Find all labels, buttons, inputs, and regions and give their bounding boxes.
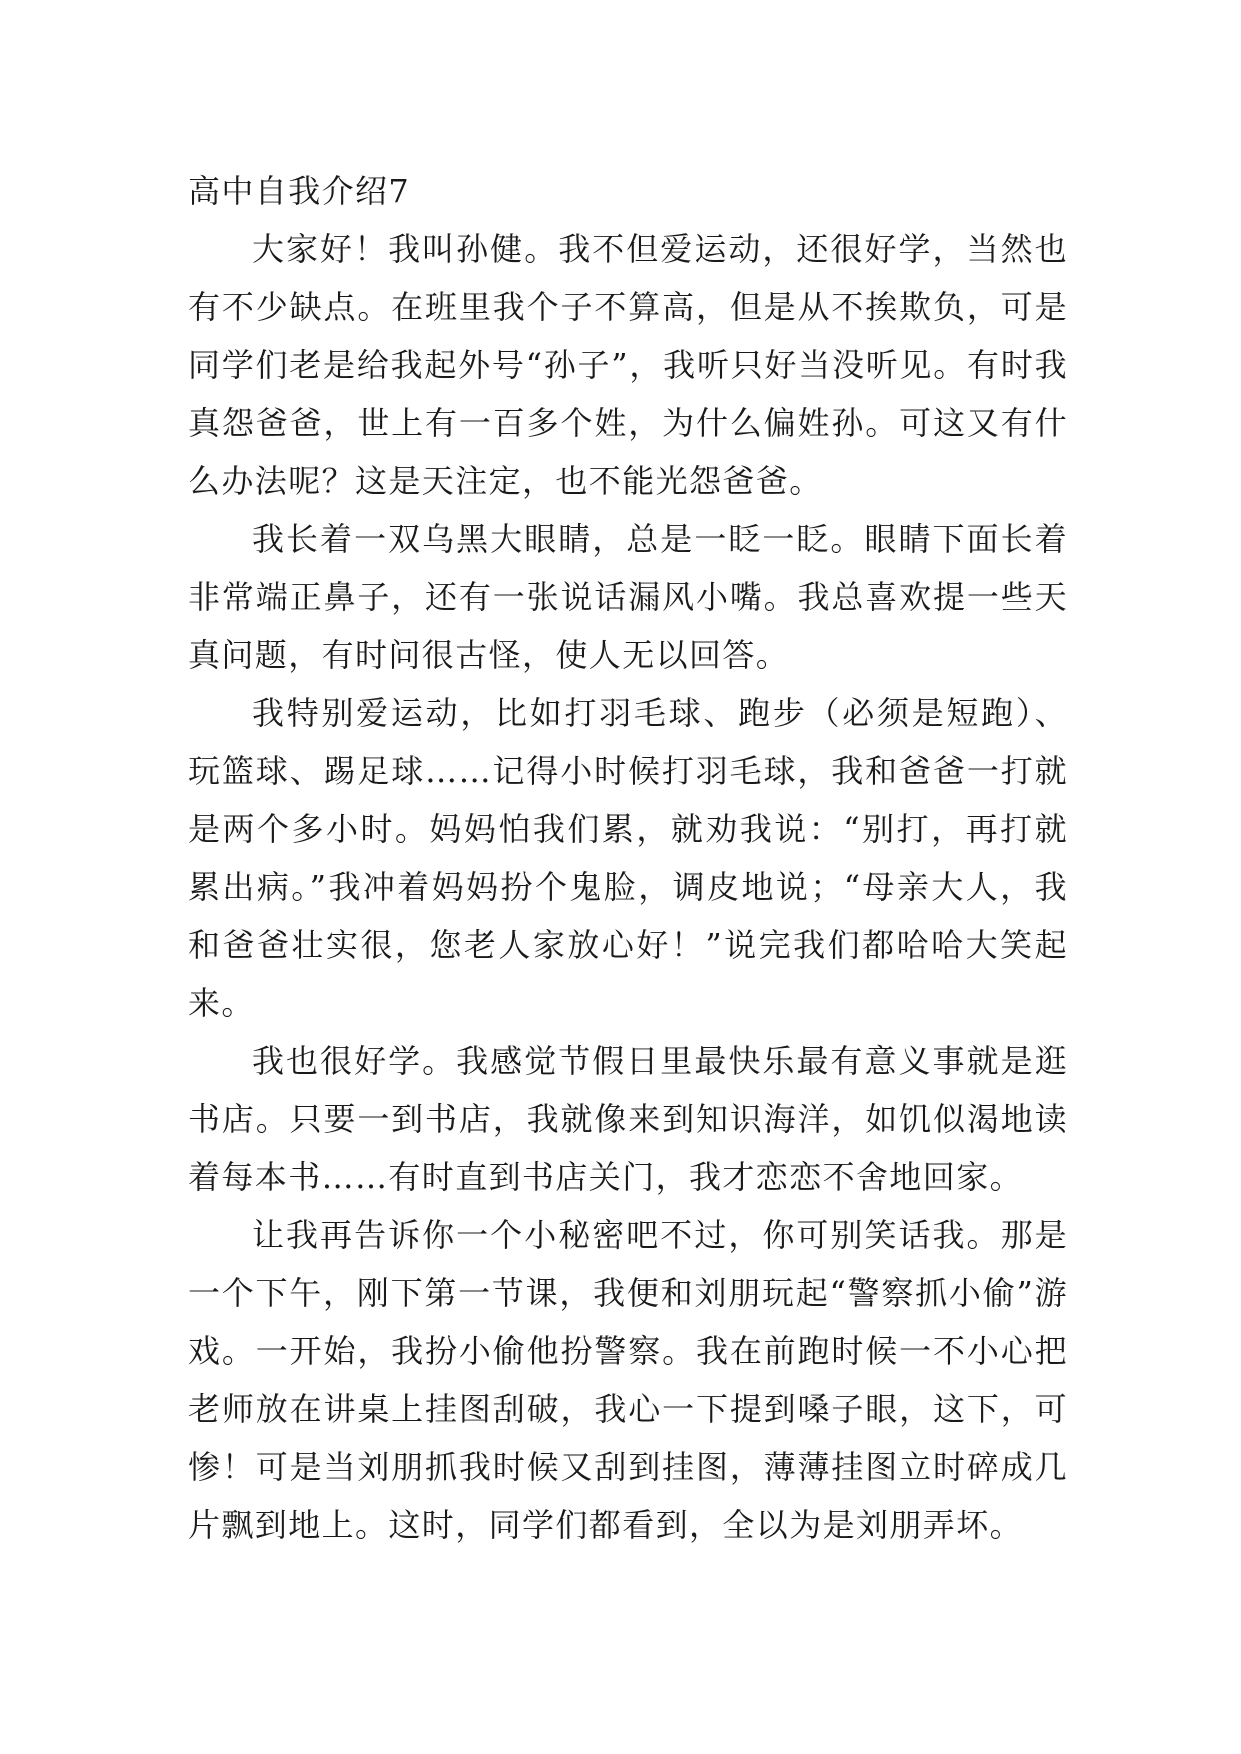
- document-title: 高中自我介绍7: [188, 172, 411, 210]
- paragraph-4: 我也很好学。我感觉节假日里最快乐最有意义事就是逛书店。只要一到书店，我就像来到知识海洋，如饥似渴地读着每本书……有时直到书店关门，我才恋恋不舍地回家。: [188, 1042, 1068, 1196]
- paragraph-3: 我特别爱运动，比如打羽毛球、跑步（必须是短跑）、玩篮球、踢足球……记得小时候打羽毛球，我和爸爸一打就是两个多小时。妈妈怕我们累，就劝我说：“别打，再打就累出病。”我冲着妈妈扮个鬼脸，调皮地说；“母亲大人，我和爸爸壮实很，您老人家放心好！”说完我们都哈哈大笑起来。: [188, 694, 1068, 1022]
- paragraph-1: 大家好！我叫孙健。我不但爱运动，还很好学，当然也有不少缺点。在班里我个子不算高，但是从不挨欺负，可是同学们老是给我起外号“孙子”，我听只好当没听见。有时我真怨爸爸，世上有一百多个姓，为什么偏姓孙。可这又有什么办法呢？这是天注定，也不能光怨爸爸。: [188, 230, 1068, 500]
- paragraph-2: 我长着一双乌黑大眼睛，总是一眨一眨。眼睛下面长着非常端正鼻子，还有一张说话漏风小嘴。我总喜欢提一些天真问题，有时问很古怪，使人无以回答。: [188, 520, 1068, 674]
- paragraph-5: 让我再告诉你一个小秘密吧不过，你可别笑话我。那是一个下午，刚下第一节课，我便和刘朋玩起“警察抓小偷”游戏。一开始，我扮小偷他扮警察。我在前跑时候一不小心把老师放在讲桌上挂图刮破，我心一下提到嗓子眼，这下，可惨！可是当刘朋抓我时候又刮到挂图，薄薄挂图立时碎成几片飘到地上。这时，同学们都看到，全以为是刘朋弄坏。: [188, 1216, 1068, 1544]
- document-body: [188, 162, 1068, 1554]
